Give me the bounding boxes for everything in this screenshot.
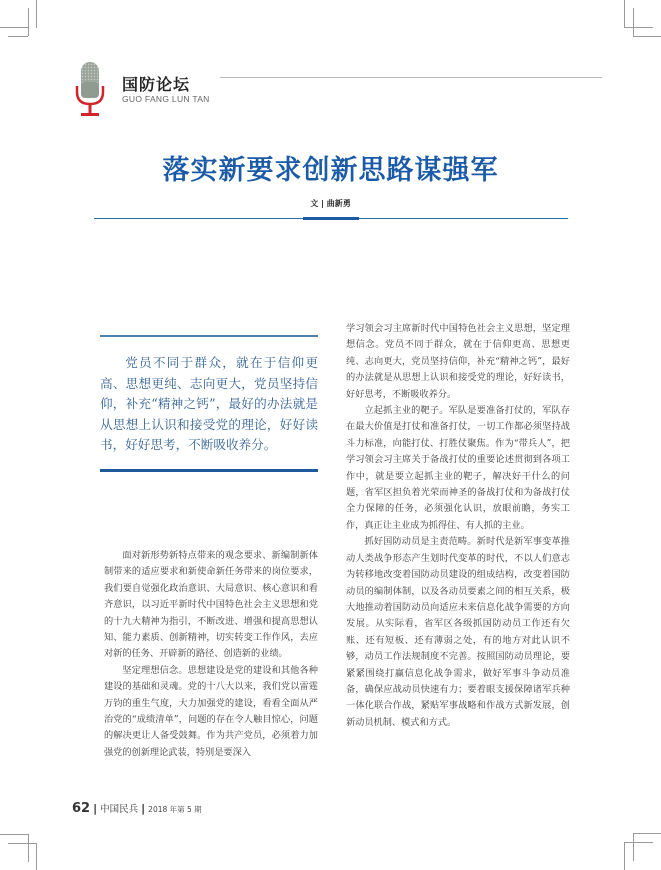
pull-quote-text: 党员不同于群众，就在于信仰更高、思想更纯、志向更大，党员坚持信仰，补充“精神之钙”，最好的办法就是从思想上认识和接受党的理论，好好读书，好好思考，不断吸收养分。 bbox=[100, 355, 318, 452]
pull-quote bbox=[100, 335, 318, 472]
pull-quote-bottom-border bbox=[100, 469, 318, 472]
crop-mark-bottom-left bbox=[28, 834, 29, 862]
issue-number: 2018 年第 5 期 bbox=[148, 805, 202, 814]
section-subtitle: GUO FANG LUN TAN bbox=[122, 94, 210, 104]
paragraph: 立起抓主业的靶子。军队是要准备打仗的，军队存在最大价值是打仗和准备打仗，一切工作都必须坚持战斗力标准，向能打仗、打胜仗聚焦。作为“带兵人”，把学习领会习主席关于备战打仗的重要论述贯彻到各项工作中，就是要立起抓主业的靶子，解决好干什么的问题，省军区担负着光荣而神圣的备战打仗和为备战打仗全力保障的任务，必须强化认识，放眼前瞻，务实工作，真正让主业成为抓得住、有人抓的主业。 bbox=[346, 405, 570, 531]
page-footer bbox=[72, 797, 202, 816]
section-title: 国防论坛 bbox=[122, 75, 191, 94]
body-column-right bbox=[346, 321, 570, 731]
crop-mark-bottom-right bbox=[624, 842, 625, 870]
header-divider bbox=[220, 77, 602, 78]
crop-mark-bottom-left bbox=[36, 843, 37, 870]
crop-mark-top-right bbox=[625, 27, 653, 28]
paragraph: 抓好国防动员是主责范畴。新时代是新军事变革推动人类战争形态产生划时代变革的时代，不以人们意志为转移地改变着国防动员建设的组成结构，改变着国防动员的编制体制，以及各动员要素之间的相互关系，极大地推动着国防动员向适应未来信息化战争需要的方向发展。从实际看，省军区各级抓国防动员工作还有欠账、还有短板、还有薄弱之处，有的地方对此认识不够，动员工作法规制度不完善。按照国防动员理论，要紧紧围绕打赢信息化战争需求，做好军事斗争动员准备，确保应战动员快速有力；要着眼支援保障诸军兵种一体化联合作战，紧贴军事战略和作战方式新发展，创新动员机制、模式和方式。 bbox=[346, 536, 570, 728]
paragraph: 面对新形势新特点带来的观念要求、新编制新体制带来的适应要求和新使命新任务带来的岗位要求，我们要自觉强化政治意识、大局意识、核心意识和看齐意识，以习近平新时代中国特色社会主义思想和党的十九大精神为指引，不断改进、增强和提高思想认知、能力素质、创新精神，切实转变工作作风，去应对新的任务、开辟新的路径、创造新的业绩。 bbox=[104, 550, 318, 660]
crop-mark-top-right bbox=[624, 0, 625, 28]
page-number: 62 bbox=[72, 801, 91, 816]
title-divider-accent bbox=[303, 217, 359, 220]
article-title: 落实新要求创新思路谋强军 bbox=[162, 155, 499, 186]
crop-mark-bottom-left bbox=[0, 834, 28, 835]
paragraph: 学习领会习主席新时代中国特色社会主义思想，坚定理想信念。党员不同于群众，就在于信仰更高、思想更纯、志向更大，党员坚持信仰，补充“精神之钙”，最好的办法就是从思想上认识和接受党的理论，好好读书，好好思考，不断吸收养分。 bbox=[346, 323, 570, 400]
crop-mark-top-left bbox=[8, 36, 28, 37]
crop-mark-bottom-right bbox=[633, 833, 661, 834]
microphone-icon bbox=[72, 60, 108, 122]
separator: | bbox=[141, 802, 146, 815]
crop-mark-top-right bbox=[633, 36, 661, 37]
crop-mark-bottom-right bbox=[625, 842, 653, 843]
crop-mark-top-right bbox=[633, 8, 634, 36]
section-header bbox=[72, 60, 602, 120]
separator: | bbox=[93, 802, 98, 815]
paragraph: 坚定理想信念。思想建设是党的建设和其他各种建设的基础和灵魂。党的十八大以来，我们党以雷霆万钧的重生气度，大力加强党的建设，看看全面从严治党的“成绩清单”，问题的存在令人触目惊心，问题的解决更让人备受鼓舞。作为共产党员，必须着力加强党的创新理论武装，特别是要深入 bbox=[104, 664, 318, 758]
pull-quote-top-border bbox=[100, 335, 318, 337]
crop-mark-top-left bbox=[36, 0, 37, 28]
crop-mark-bottom-right bbox=[633, 833, 634, 861]
byline: 文 | 曲新勇 bbox=[310, 199, 351, 208]
magazine-name: 中国民兵 bbox=[100, 804, 139, 815]
crop-mark-top-left bbox=[28, 8, 29, 36]
crop-mark-top-left bbox=[0, 27, 28, 28]
body-column-left bbox=[104, 548, 318, 761]
crop-mark-bottom-left bbox=[8, 843, 36, 844]
